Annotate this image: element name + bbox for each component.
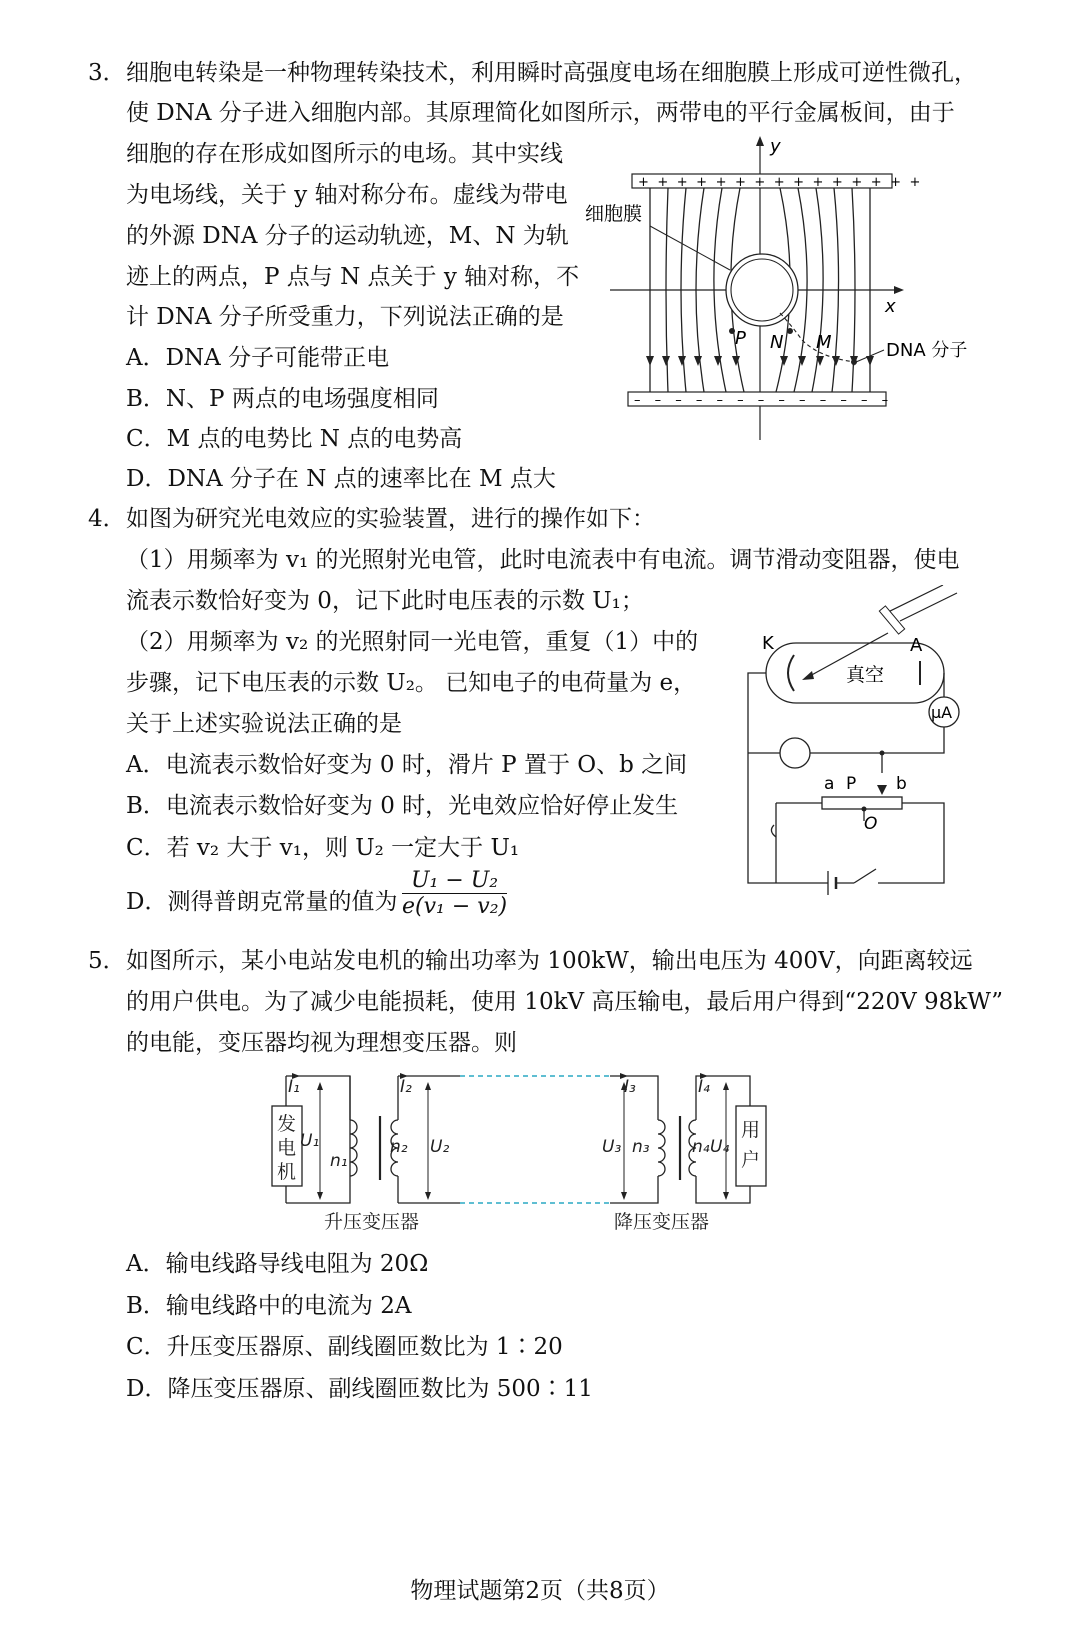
label-p: P bbox=[735, 328, 746, 349]
q3-stem-line5: 的外源 DNA 分子的运动轨迹，M、N 为轨 bbox=[126, 223, 569, 249]
membrane-pointer bbox=[650, 226, 730, 270]
label-n3: n₃ bbox=[632, 1137, 650, 1157]
page-footer: 物理试题第2页（共8页） bbox=[410, 1578, 670, 1604]
coil-n1 bbox=[350, 1120, 357, 1176]
q3-stem-line2: 使 DNA 分子进入细胞内部。其原理简化如图所示，两带电的平行金属板间，由于 bbox=[126, 100, 955, 126]
user-box bbox=[736, 1106, 766, 1186]
top-plate-charges: +++++++++++++++ bbox=[638, 175, 929, 190]
q5-stem-line1: 如图所示，某小电站发电机的输出功率为 100kW，输出电压为 400V，向距离较远 bbox=[126, 948, 973, 974]
dna-label: DNA 分子 bbox=[886, 340, 968, 361]
label-a: A bbox=[910, 635, 923, 656]
label-a-end: a bbox=[824, 774, 835, 794]
q5-option-b: B．输电线路中的电流为 2A bbox=[126, 1293, 412, 1319]
slider-p bbox=[877, 785, 887, 795]
bottom-plate-charges: – – – – – – – – – – – – – bbox=[634, 393, 894, 408]
membrane-label: 细胞膜 bbox=[585, 203, 643, 225]
fraction-numerator: U₁ − U₂ bbox=[402, 868, 507, 894]
fraction-denominator: e(v₁ − v₂) bbox=[402, 894, 508, 919]
q3-option-b: B．N、P 两点的电场强度相同 bbox=[126, 386, 439, 412]
q3-stem-line1: 细胞电转染是一种物理转染技术，利用瞬时高强度电场在细胞膜上形成可逆性微孔， bbox=[126, 60, 977, 86]
q5-option-c: C．升压变压器原、副线圈匝数比为 1∶20 bbox=[126, 1334, 563, 1360]
q5-stem-line2: 的用户供电。为了减少电能损耗，使用 10kV 高压输电，最后用户得到“220V 98kW” bbox=[126, 989, 1004, 1015]
q5-stem-line3: 的电能，变压器均视为理想变压器。则 bbox=[126, 1030, 517, 1056]
q4-step2-line1: （2）用频率为 v₂ 的光照射同一光电管，重复（1）中的 bbox=[126, 629, 699, 655]
point-n bbox=[787, 328, 793, 334]
q4-option-a: A．电流表示数恰好变为 0 时，滑片 P 置于 O、b 之间 bbox=[126, 752, 688, 778]
q4-photoelectric-circuit-figure bbox=[738, 585, 1008, 895]
label-u2: U₂ bbox=[430, 1137, 450, 1157]
q5-option-a: A．输电线路导线电阻为 20Ω bbox=[126, 1251, 429, 1277]
q3-stem-line7: 计 DNA 分子所受重力，下列说法正确的是 bbox=[126, 304, 564, 330]
label-m: M bbox=[816, 332, 832, 353]
y-axis-label: y bbox=[770, 136, 781, 157]
switch bbox=[854, 869, 876, 883]
generator-char-2: 电 bbox=[277, 1137, 297, 1159]
user-char-1: 用 bbox=[741, 1119, 761, 1141]
cathode bbox=[788, 655, 794, 691]
label-vacuum: 真空 bbox=[846, 664, 885, 686]
q4-step1-line2: 流表示数恰好变为 0，记下此时电压表的示数 U₁； bbox=[126, 588, 644, 614]
q4-step1-line1: （1）用频率为 v₁ 的光照射光电管，此时电流表中有电流。调节滑动变阻器，使电 bbox=[126, 547, 960, 573]
label-u3: U₃ bbox=[602, 1137, 622, 1157]
q4-number: 4． bbox=[88, 506, 126, 532]
generator-char-3: 机 bbox=[277, 1161, 297, 1183]
q4-intro: 如图为研究光电效应的实验装置，进行的操作如下： bbox=[126, 506, 655, 532]
label-k: K bbox=[762, 633, 774, 654]
q5-option-d: D．降压变压器原、副线圈匝数比为 500∶11 bbox=[126, 1376, 593, 1402]
cell-membrane-outer bbox=[726, 254, 798, 326]
q3-number: 3． bbox=[88, 60, 126, 86]
label-i4: I₄ bbox=[698, 1077, 710, 1097]
label-n: N bbox=[770, 332, 784, 353]
label-i1: I₁ bbox=[288, 1077, 300, 1097]
label-microammeter: μA bbox=[931, 703, 953, 722]
q3-option-a: A．DNA 分子可能带正电 bbox=[126, 345, 390, 371]
rheostat bbox=[822, 797, 902, 809]
q5-transmission-figure bbox=[268, 1068, 808, 1236]
q3-stem-line6: 迹上的两点，P 点与 N 点关于 y 轴对称，不 bbox=[126, 264, 580, 290]
label-p-slider: P bbox=[846, 774, 857, 794]
label-b-end: b bbox=[896, 774, 907, 794]
q4-option-c: C．若 v₂ 大于 v₁，则 U₂ 一定大于 U₁ bbox=[126, 835, 520, 861]
q4-option-d-fraction bbox=[402, 868, 507, 919]
step-up-label: 升压变压器 bbox=[324, 1211, 420, 1233]
q4-step2-line2: 步骤，记下电压表的示数 U₂。 已知电子的电荷量为 e， bbox=[126, 670, 697, 696]
q3-electric-field-figure bbox=[580, 130, 1000, 450]
label-o: O bbox=[864, 814, 878, 834]
label-u1: U₁ bbox=[300, 1131, 320, 1151]
label-i3: I₃ bbox=[624, 1077, 636, 1097]
q3-stem-line3: 细胞的存在形成如图所示的电场。其中实线 bbox=[126, 141, 563, 167]
label-i2: I₂ bbox=[400, 1077, 412, 1097]
voltmeter bbox=[780, 738, 810, 768]
q5-number: 5． bbox=[88, 948, 126, 974]
q3-option-d: D．DNA 分子在 N 点的速率比在 M 点大 bbox=[126, 466, 556, 492]
label-n4: n₄ bbox=[692, 1137, 710, 1157]
label-n2: n₂ bbox=[390, 1137, 408, 1157]
step-down-label: 降压变压器 bbox=[614, 1211, 710, 1233]
coil-n3 bbox=[658, 1120, 665, 1176]
generator-char-1: 发 bbox=[277, 1113, 297, 1135]
q4-step2-line3: 关于上述实验说法正确的是 bbox=[126, 711, 402, 737]
q3-stem-line4: 为电场线，关于 y 轴对称分布。虚线为带电 bbox=[126, 182, 568, 208]
q3-option-c: C．M 点的电势比 N 点的电势高 bbox=[126, 426, 463, 452]
label-n1: n₁ bbox=[330, 1151, 348, 1171]
user-char-2: 户 bbox=[741, 1149, 761, 1171]
x-axis-label: x bbox=[885, 296, 896, 317]
q4-option-b: B．电流表示数恰好变为 0 时，光电效应恰好停止发生 bbox=[126, 793, 679, 819]
label-u4: U₄ bbox=[710, 1137, 730, 1157]
q4-option-d: D．测得普朗克常量的值为 bbox=[126, 889, 398, 915]
